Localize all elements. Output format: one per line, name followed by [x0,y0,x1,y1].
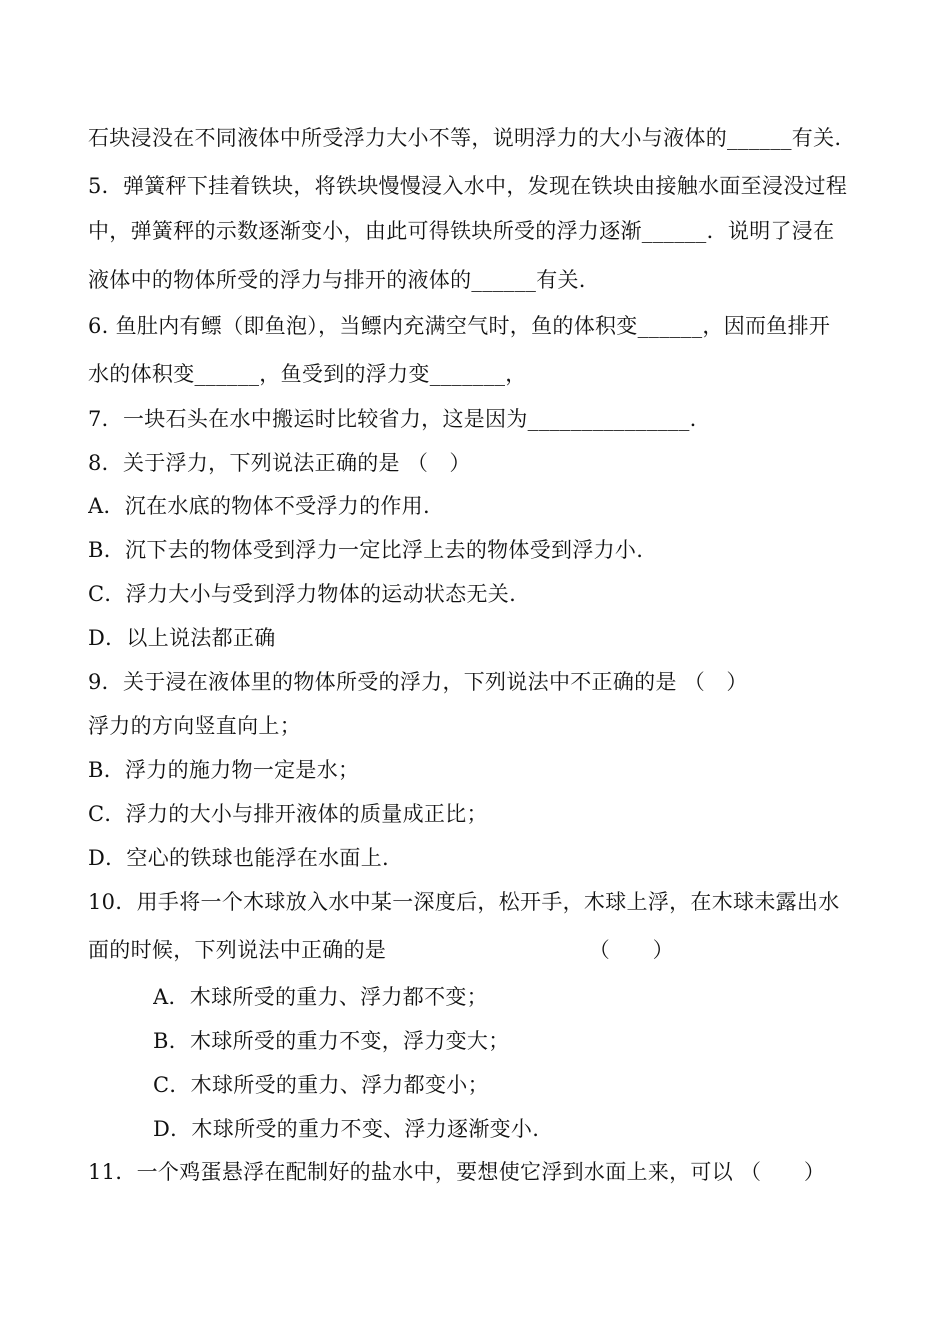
question-10-option-b: B．木球所受的重力不变，浮力变大； [153,1029,510,1053]
question-10-line-1: 10．用手将一个木球放入水中某一深度后，松开手，木球上浮，在木球未露出水 [88,890,840,914]
question-5-line-1: 5．弹簧秤下挂着铁块，将铁块慢慢浸入水中，发现在铁块由接触水面至浸没过程 [88,174,848,198]
question-8-option-c: C．浮力大小与受到浮力物体的运动状态无关. [88,582,517,606]
question-5-line-2: 中，弹簧秤的示数逐渐变小，由此可得铁块所受的浮力逐渐______．说明了浸在 [88,219,835,243]
question-7-line: 7．一块石头在水中搬运时比较省力，这是因为_______________. [88,407,697,431]
question-8-option-d: D．以上说法都正确 [88,626,276,650]
question-10-option-d: D．木球所受的重力不变、浮力逐渐变小. [153,1117,540,1141]
question-10-line-2: 面的时候，下列说法中正确的是 （ ） [88,938,674,962]
question-4-text-line: 石块浸没在不同液体中所受浮力大小不等，说明浮力的大小与液体的______有关. [88,126,842,150]
question-8-stem: 8．关于浮力，下列说法正确的是 （ ） [88,451,471,475]
question-9-option-a: 浮力的方向竖直向上； [88,714,301,738]
question-5-line-3: 液体中的物体所受的浮力与排开的液体的______有关. [88,268,586,292]
question-9-option-b: B．浮力的施力物一定是水； [88,758,360,782]
question-11-stem: 11．一个鸡蛋悬浮在配制好的盐水中，要想使它浮到水面上来，可以 （ ） [88,1160,826,1184]
question-6-line-1: 6. 鱼肚内有鳔（即鱼泡），当鳔内充满空气时，鱼的体积变______，因而鱼排开 [88,314,831,338]
question-9-stem: 9．关于浸在液体里的物体所受的浮力，下列说法中不正确的是 （ ） [88,670,748,694]
question-10-option-a: A．木球所受的重力、浮力都不变； [153,985,488,1009]
question-8-option-b: B．沉下去的物体受到浮力一定比浮上去的物体受到浮力小. [88,538,644,562]
question-6-line-2: 水的体积变______，鱼受到的浮力变_______， [88,362,527,386]
question-9-option-d: D．空心的铁球也能浮在水面上. [88,846,390,870]
question-8-option-a: A．沉在水底的物体不受浮力的作用. [88,494,430,518]
question-9-option-c: C．浮力的大小与排开液体的质量成正比； [88,802,488,826]
question-10-option-c: C．木球所受的重力、浮力都变小； [153,1073,489,1097]
